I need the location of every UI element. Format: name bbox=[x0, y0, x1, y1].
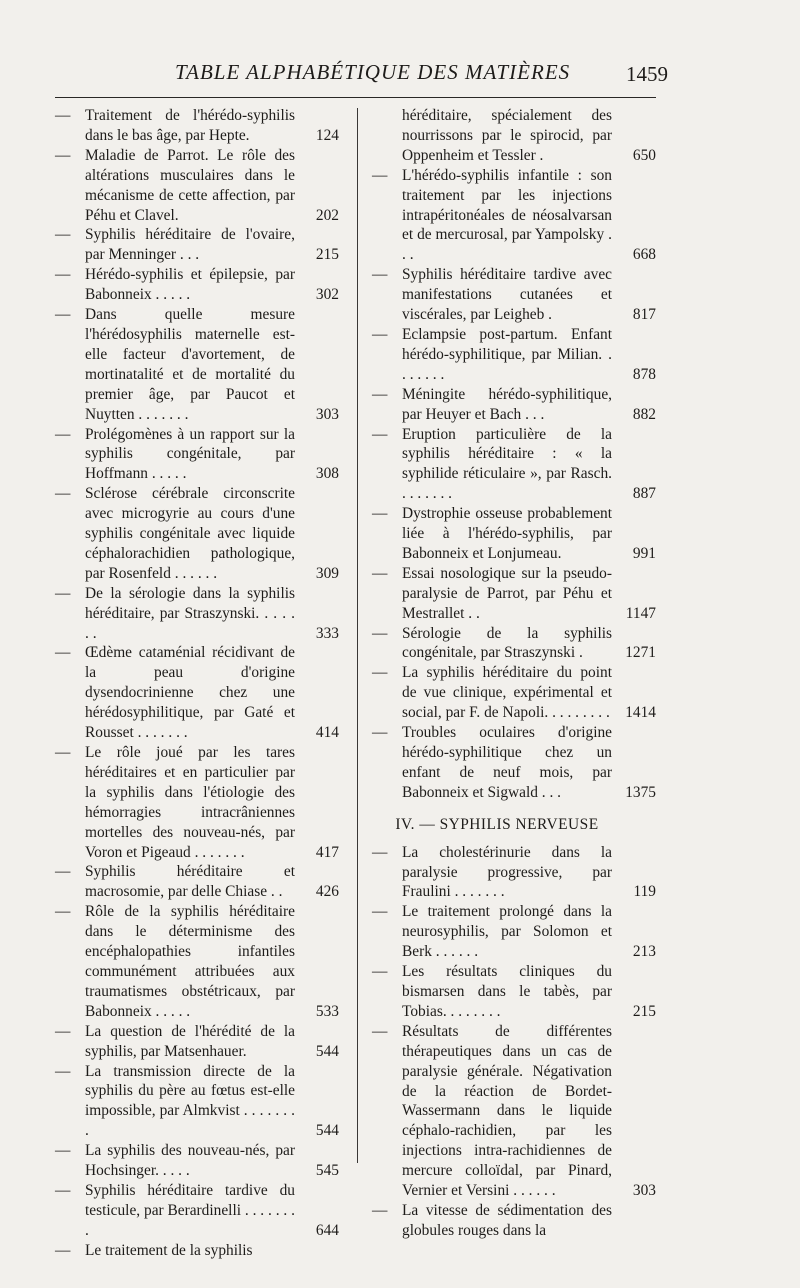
index-entry bbox=[372, 166, 662, 266]
index-entry bbox=[55, 902, 345, 1021]
entry-page-number: 213 bbox=[632, 943, 656, 961]
entry-page-number: 1375 bbox=[625, 783, 656, 801]
index-entry bbox=[372, 1201, 662, 1241]
entry-dash: — bbox=[55, 107, 71, 124]
entry-text: Syphilis héréditaire de l'ovaire, par Menninger . . . bbox=[85, 226, 295, 264]
entry-dash: — bbox=[372, 385, 388, 403]
entry-page-number: 1147 bbox=[625, 604, 656, 622]
entry-text: La syphilis héréditaire du point de vue clinique, expérimental et social, par F. de Napoli. . . . . . . . . bbox=[402, 664, 612, 722]
index-entry bbox=[55, 862, 345, 902]
entry-dash: — bbox=[55, 1142, 71, 1160]
entry-text: héréditaire, spécialement des nourrissons par le spirocid, par Oppenheim et Tessler . bbox=[402, 107, 612, 164]
entry-dash: — bbox=[372, 903, 388, 921]
entry-page-number: 202 bbox=[315, 206, 339, 224]
entry-text: Hérédo-syphilis et épilepsie, par Babonneix . . . . . bbox=[85, 266, 295, 304]
entry-dash: — bbox=[55, 744, 71, 761]
entry-page-number: 878 bbox=[632, 365, 656, 383]
entry-page-number: 303 bbox=[315, 405, 339, 423]
entry-dash: — bbox=[372, 1201, 388, 1219]
entry-dash: — bbox=[55, 1062, 71, 1080]
index-entry bbox=[55, 225, 345, 265]
entry-text: La syphilis des nouveau-nés, par Hochsinger. . . . . bbox=[85, 1142, 295, 1180]
entry-text: Sclérose cérébrale circonscrite avec microgyrie au cours d'une syphilis congénitale avec liquide céphalorachidien pathologique, par Rosenfeld . . . . . . bbox=[85, 485, 295, 582]
index-entry bbox=[55, 1241, 345, 1261]
page-number: 1459 bbox=[626, 62, 668, 86]
entry-dash: — bbox=[372, 564, 388, 582]
entry-dash: — bbox=[372, 325, 388, 343]
entry-page-number: 545 bbox=[315, 1162, 339, 1180]
entry-dash: — bbox=[55, 146, 71, 164]
entry-dash: — bbox=[55, 903, 71, 921]
entry-page-number: 533 bbox=[315, 1002, 339, 1020]
entry-text: Syphilis héréditaire tardive avec manifestations cutanées et viscérales, par Leigheb . bbox=[402, 266, 612, 324]
entry-text: La question de l'hérédité de la syphilis, par Matsenhauer. bbox=[85, 1022, 295, 1060]
entry-text: Le traitement prolongé dans la neurosyphilis, par Solomon et Berk . . . . . . bbox=[402, 903, 612, 961]
entry-dash: — bbox=[55, 1022, 71, 1040]
index-entry bbox=[55, 425, 345, 485]
index-entry bbox=[372, 624, 662, 664]
index-entry bbox=[372, 425, 662, 505]
section-title: IV. — SYPHILIS NERVEUSE bbox=[395, 815, 599, 833]
index-entry bbox=[55, 1062, 345, 1142]
entry-text: Résultats de différentes thérapeutiques dans un cas de paralysie générale. Négativation de la réaction de Bordet-Wassermann dans le liquide céphalo-rachidien, par les injections intra-rachidiennes de mercure colloïdal, par Pinard, Vernier et Versini . . . . . . bbox=[402, 1022, 612, 1200]
column-divider bbox=[357, 108, 358, 1163]
entry-dash: — bbox=[55, 425, 71, 443]
index-entry bbox=[372, 962, 662, 1022]
entry-page-number: 887 bbox=[632, 485, 656, 503]
entry-dash: — bbox=[55, 1181, 71, 1199]
entry-page-number: 817 bbox=[632, 306, 656, 324]
entry-dash: — bbox=[372, 425, 388, 443]
header-rule bbox=[55, 97, 656, 98]
index-entry bbox=[55, 484, 345, 584]
entry-text: Dans quelle mesure l'hérédosyphilis maternelle est-elle facteur d'avortement, de mortinatalité et de mortalité du premier âge, par Paucot et Nuytten . . . . . . . bbox=[85, 306, 295, 423]
entry-page-number: 644 bbox=[315, 1221, 339, 1239]
index-entry bbox=[55, 1022, 345, 1062]
entry-page-number: 333 bbox=[315, 624, 339, 642]
right-column bbox=[372, 106, 662, 1241]
entry-page-number: 124 bbox=[315, 126, 339, 144]
entry-dash: — bbox=[372, 505, 388, 523]
entry-page-number: 668 bbox=[632, 246, 656, 264]
index-entry bbox=[372, 902, 662, 962]
entry-page-number: 544 bbox=[315, 1042, 339, 1060]
entry-dash: — bbox=[55, 306, 71, 324]
entry-text: Rôle de la syphilis héréditaire dans le déterminisme des encéphalopathies infantiles communément attribuées aux traumatismes obstétricaux, par Babonneix . . . . . bbox=[85, 903, 295, 1020]
entry-page-number: 215 bbox=[315, 246, 339, 264]
entry-page-number: 650 bbox=[632, 146, 656, 164]
entry-text: Troubles oculaires d'origine hérédo-syphilitique chez un enfant de neuf mois, par Babonneix et Sigwald . . . bbox=[402, 724, 612, 801]
header-title: TABLE ALPHABÉTIQUE DES MATIÈRES bbox=[175, 60, 571, 84]
index-entry bbox=[55, 1141, 345, 1181]
index-entry bbox=[55, 305, 345, 424]
entry-text: Prolégomènes à un rapport sur la syphilis congénitale, par Hoffmann . . . . . bbox=[85, 425, 295, 483]
index-entry bbox=[372, 1022, 662, 1201]
entry-dash: — bbox=[55, 226, 71, 244]
entry-text: Eclampsie post-partum. Enfant hérédo-syphilitique, par Milian. . . . . . . . bbox=[402, 325, 612, 383]
entry-text: Sérologie de la syphilis congénitale, par Straszynski . bbox=[402, 624, 612, 662]
left-column bbox=[55, 106, 345, 1261]
index-entry bbox=[55, 265, 345, 305]
entry-dash: — bbox=[372, 664, 388, 682]
entry-dash: — bbox=[372, 1022, 388, 1040]
index-entry bbox=[372, 385, 662, 425]
entry-text: La cholestérinurie dans la paralysie progressive, par Fraulini . . . . . . . bbox=[402, 843, 612, 901]
index-entry bbox=[372, 564, 662, 624]
index-entry bbox=[372, 106, 662, 166]
index-entry bbox=[55, 643, 345, 743]
entry-dash: — bbox=[372, 963, 388, 981]
index-entry bbox=[372, 265, 662, 325]
entry-page-number: 302 bbox=[315, 286, 339, 304]
entry-text: Eruption particulière de la syphilis héréditaire : « la syphilide réticulaire », par Rasch. . . . . . . . bbox=[402, 425, 612, 503]
entry-text: Le rôle joué par les tares héréditaires et en particulier par la syphilis dans l'étiologie des hémorragies intracrâniennes mortelles des nouveau-nés, par Voron et Pigeaud . . . . . . . bbox=[85, 744, 295, 861]
entry-page-number: 309 bbox=[315, 564, 339, 582]
index-entry bbox=[372, 663, 662, 723]
index-entry bbox=[372, 325, 662, 385]
entry-text: L'hérédo-syphilis infantile : son traitement par les injections intrapéritonéales de néosalvarsan et de mercurosal, par Yampolsky . . . bbox=[402, 166, 612, 264]
entry-text: La vitesse de sédimentation des globules rouges dans la bbox=[402, 1201, 612, 1239]
entry-text: Traitement de l'hérédo-syphilis dans le bas âge, par Hepte. bbox=[85, 107, 295, 144]
index-entry bbox=[55, 743, 345, 862]
entry-page-number: 426 bbox=[315, 883, 339, 901]
entry-text: Dystrophie osseuse probablement liée à l'hérédo-syphilis, par Babonneix et Lonjumeau. bbox=[402, 505, 612, 562]
entry-text: Œdème cataménial récidivant de la peau d'origine dysendocrinienne chez une hérédosyphilitique, par Gaté et Rousset . . . . . . . bbox=[85, 644, 295, 742]
index-entry bbox=[372, 723, 662, 803]
entry-page-number: 882 bbox=[632, 405, 656, 423]
entry-text: Méningite hérédo-syphilitique, par Heuyer et Bach . . . bbox=[402, 385, 612, 423]
index-entry bbox=[372, 504, 662, 564]
entry-page-number: 1271 bbox=[625, 644, 656, 662]
index-entry bbox=[55, 584, 345, 644]
entry-dash: — bbox=[372, 843, 388, 861]
entry-page-number: 303 bbox=[632, 1182, 656, 1200]
entry-text: Le traitement de la syphilis bbox=[85, 1241, 253, 1259]
index-entry bbox=[55, 106, 345, 146]
entry-text: Maladie de Parrot. Le rôle des altérations musculaires dans le mécanisme de cette affection, par Péhu et Clavel. bbox=[85, 146, 295, 224]
entry-page-number: 414 bbox=[315, 724, 339, 742]
entry-page-number: 991 bbox=[632, 544, 656, 562]
entry-dash: — bbox=[55, 863, 71, 881]
entry-page-number: 308 bbox=[315, 465, 339, 483]
entry-page-number: 544 bbox=[315, 1122, 339, 1140]
running-header bbox=[0, 60, 800, 90]
entry-dash: — bbox=[372, 724, 388, 742]
entry-text: Essai nosologique sur la pseudo-paralysie de Parrot, par Péhu et Mestrallet . . bbox=[402, 564, 612, 622]
entry-dash: — bbox=[372, 166, 388, 184]
index-entry bbox=[55, 146, 345, 226]
index-entry bbox=[372, 843, 662, 903]
entry-dash: — bbox=[55, 266, 71, 284]
entry-page-number: 1414 bbox=[625, 704, 656, 722]
entry-page-number: 417 bbox=[315, 843, 339, 861]
entry-text: De la sérologie dans la syphilis héréditaire, par Straszynski. . . . . . . bbox=[85, 584, 295, 642]
entry-dash: — bbox=[55, 584, 71, 602]
entry-dash: — bbox=[55, 1241, 71, 1259]
entry-dash: — bbox=[372, 266, 388, 284]
entry-dash: — bbox=[55, 644, 71, 662]
entry-dash: — bbox=[372, 624, 388, 642]
entry-page-number: 119 bbox=[633, 883, 656, 901]
entry-text: Syphilis héréditaire tardive du testicule, par Berardinelli . . . . . . . . bbox=[85, 1181, 295, 1239]
entry-text: Les résultats cliniques du bismarsen dans le tabès, par Tobias. . . . . . . . bbox=[402, 963, 612, 1020]
index-entry bbox=[55, 1181, 345, 1241]
entry-text: Syphilis héréditaire et macrosomie, par delle Chiase . . bbox=[85, 863, 295, 901]
entry-dash: — bbox=[55, 485, 71, 503]
entry-text: La transmission directe de la syphilis du père au fœtus est-elle impossible, par Almkvist . . . . . . . . bbox=[85, 1062, 295, 1140]
entry-page-number: 215 bbox=[632, 1002, 656, 1020]
